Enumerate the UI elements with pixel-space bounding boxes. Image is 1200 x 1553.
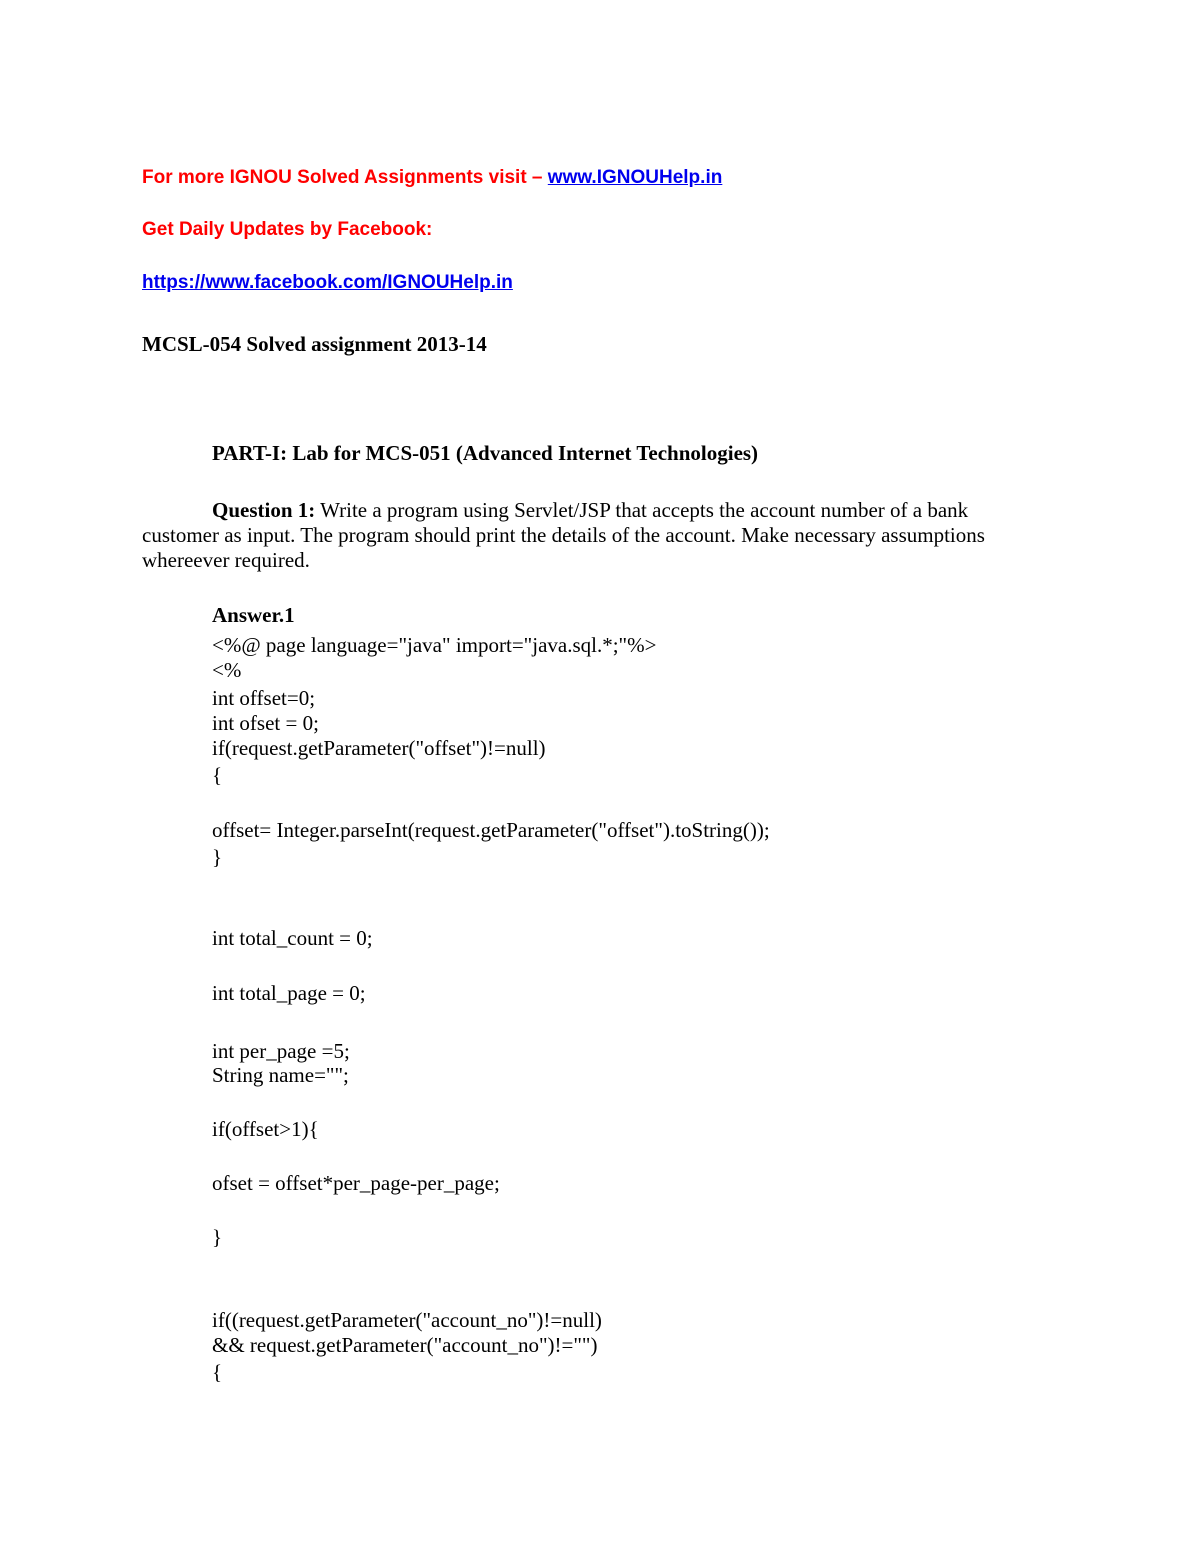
code-line: if(offset>1){ [212, 1117, 319, 1141]
code-line: int offset=0; [212, 686, 316, 710]
document-title: MCSL-054 Solved assignment 2013-14 [142, 332, 487, 356]
question-text: Write a program using Servlet/JSP that accepts the account number of a bank customer as input. The program should print the details of the account. Make necessary assumptions whereever required. [142, 498, 985, 572]
answer-label: Answer.1 [212, 603, 295, 627]
promo-line [142, 167, 722, 189]
code-line: if(request.getParameter("offset")!=null) [212, 736, 546, 760]
code-line: int per_page =5; [212, 1039, 350, 1063]
code-line: <% [212, 658, 242, 682]
code-line: String name=""; [212, 1063, 349, 1087]
promo-text: For more IGNOU Solved Assignments visit – [142, 167, 548, 188]
code-line: offset= Integer.parseInt(request.getParameter("offset").toString()); [212, 818, 770, 842]
code-line: if((request.getParameter("account_no")!=null) [212, 1308, 602, 1332]
code-line: } [212, 1225, 223, 1249]
code-line: int total_count = 0; [212, 926, 373, 950]
question-label: Question 1: [212, 498, 316, 522]
code-line: { [212, 763, 223, 787]
code-line: { [212, 1360, 223, 1384]
code-line: && request.getParameter("account_no")!="") [212, 1333, 598, 1357]
code-line: ofset = offset*per_page-per_page; [212, 1171, 500, 1195]
facebook-link[interactable]: https://www.facebook.com/IGNOUHelp.in [142, 272, 513, 293]
part-heading: PART-I: Lab for MCS-051 (Advanced Internet Technologies) [212, 441, 759, 465]
code-line: } [212, 845, 223, 869]
ignouhelp-link[interactable]: www.IGNOUHelp.in [547, 167, 723, 188]
code-line: int total_page = 0; [212, 981, 366, 1005]
code-line: <%@ page language="java" import="java.sql.*;"%> [212, 633, 657, 657]
facebook-label: Get Daily Updates by Facebook: [142, 219, 433, 240]
code-line: int ofset = 0; [212, 711, 319, 735]
question-paragraph [142, 498, 1042, 573]
